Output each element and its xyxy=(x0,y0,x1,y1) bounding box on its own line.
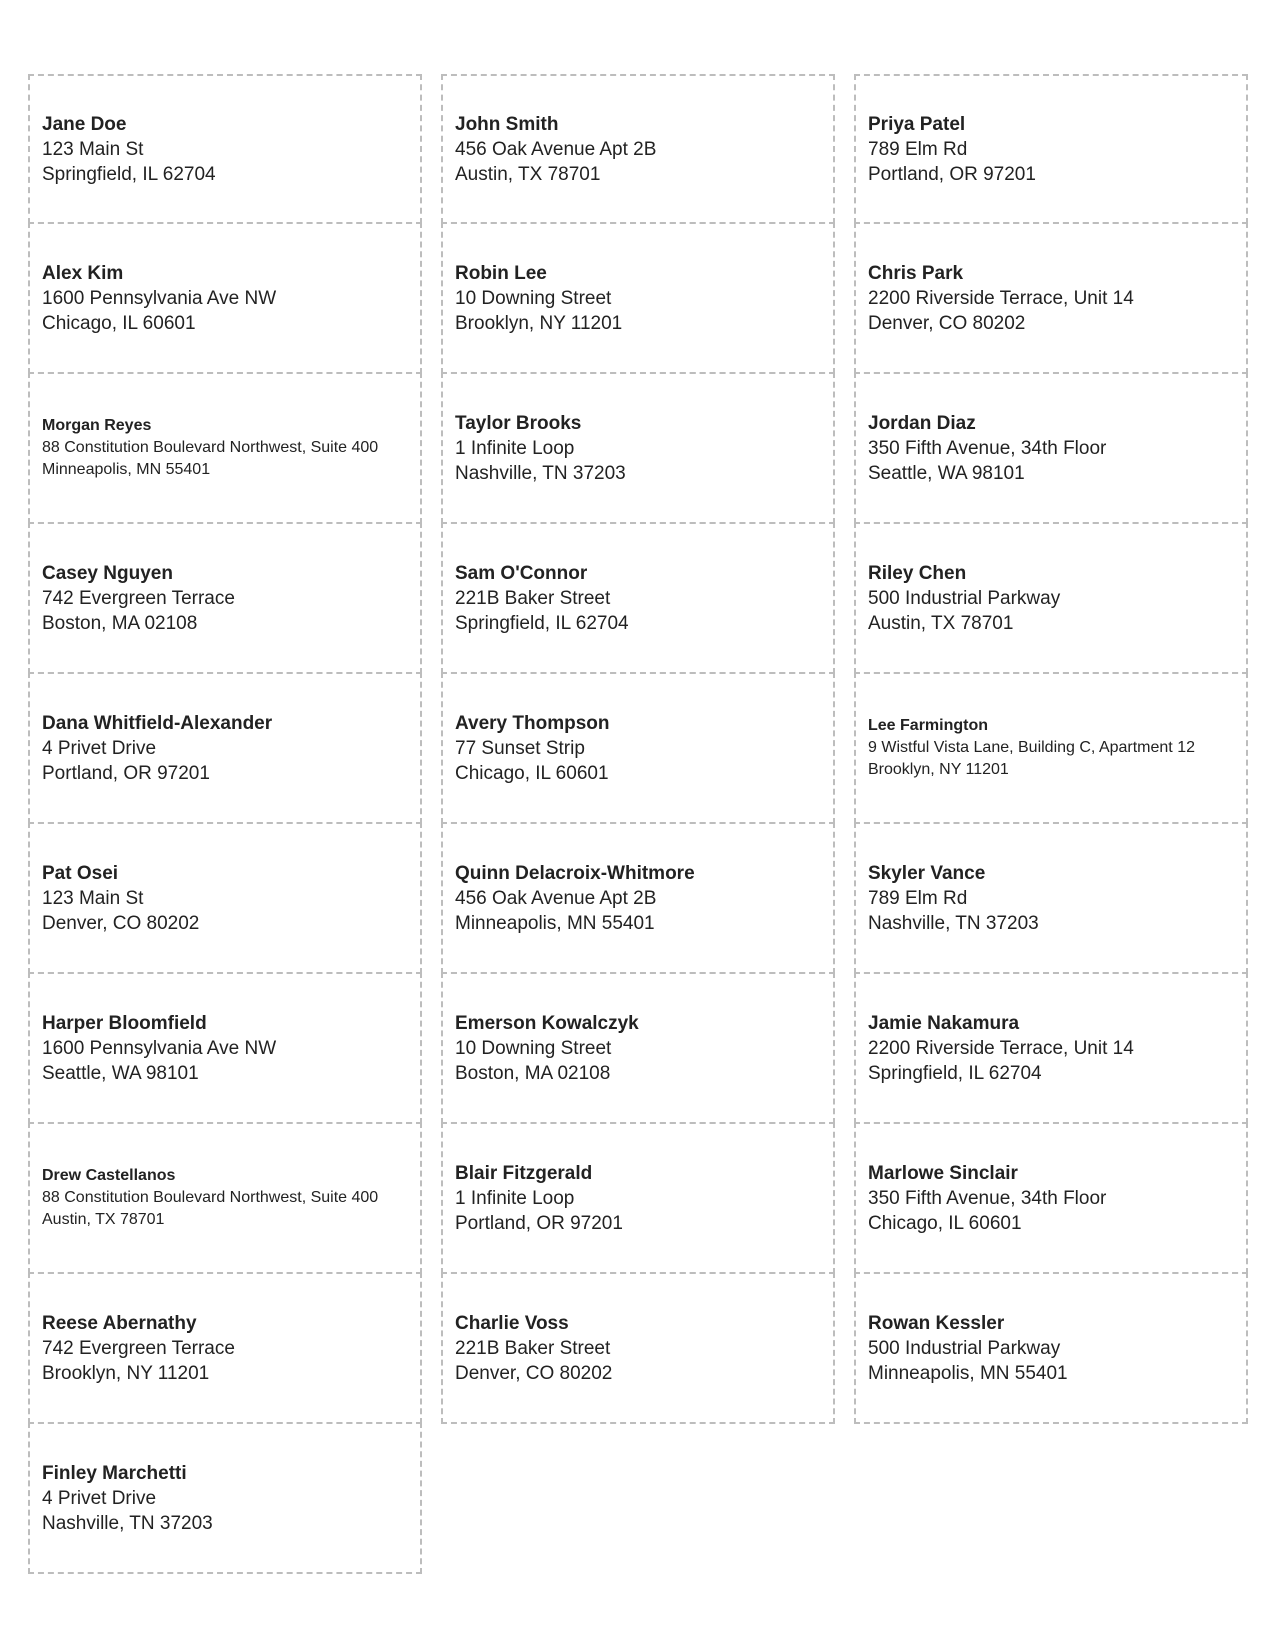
recipient-name: Riley Chen xyxy=(868,562,967,584)
recipient-name: Pat Osei xyxy=(42,862,119,884)
address-label xyxy=(28,222,422,374)
address-label xyxy=(441,372,835,524)
recipient-name: Alex Kim xyxy=(42,262,124,284)
recipient-name: Chris Park xyxy=(868,262,964,284)
city-state-zip: Nashville, TN 37203 xyxy=(455,462,626,484)
address-label xyxy=(28,972,422,1124)
city-state-zip: Austin, TX 78701 xyxy=(42,1211,165,1228)
address-label xyxy=(28,372,422,524)
city-state-zip: Minneapolis, MN 55401 xyxy=(868,1362,1068,1384)
city-state-zip: Springfield, IL 62704 xyxy=(42,163,216,185)
city-state-zip: Austin, TX 78701 xyxy=(868,612,1014,634)
recipient-name: Rowan Kessler xyxy=(868,1312,1005,1334)
street-address: 456 Oak Avenue Apt 2B xyxy=(455,138,657,160)
street-address: 456 Oak Avenue Apt 2B xyxy=(455,887,657,909)
recipient-name: Quinn Delacroix-Whitmore xyxy=(455,862,695,884)
recipient-name: Casey Nguyen xyxy=(42,562,173,584)
city-state-zip: Boston, MA 02108 xyxy=(455,1062,611,1084)
street-address: 4 Privet Drive xyxy=(42,1487,157,1509)
address-label xyxy=(441,522,835,674)
city-state-zip: Chicago, IL 60601 xyxy=(42,312,196,334)
recipient-name: Jordan Diaz xyxy=(868,412,976,434)
address-label xyxy=(441,222,835,374)
city-state-zip: Chicago, IL 60601 xyxy=(455,762,609,784)
street-address: 2200 Riverside Terrace, Unit 14 xyxy=(868,287,1134,309)
address-label xyxy=(854,1272,1248,1424)
street-address: 9 Wistful Vista Lane, Building C, Apartment 12 xyxy=(868,739,1195,756)
city-state-zip: Minneapolis, MN 55401 xyxy=(42,461,211,478)
street-address: 350 Fifth Avenue, 34th Floor xyxy=(868,437,1107,459)
city-state-zip: Austin, TX 78701 xyxy=(455,163,601,185)
street-address: 10 Downing Street xyxy=(455,1037,612,1059)
city-state-zip: Springfield, IL 62704 xyxy=(455,612,629,634)
address-label xyxy=(441,822,835,974)
recipient-name: Harper Bloomfield xyxy=(42,1012,207,1034)
address-label xyxy=(854,222,1248,374)
city-state-zip: Seattle, WA 98101 xyxy=(868,462,1025,484)
street-address: 1600 Pennsylvania Ave NW xyxy=(42,287,277,309)
recipient-name: Blair Fitzgerald xyxy=(455,1162,593,1184)
address-label xyxy=(28,822,422,974)
address-label xyxy=(854,372,1248,524)
city-state-zip: Minneapolis, MN 55401 xyxy=(455,912,655,934)
city-state-zip: Brooklyn, NY 11201 xyxy=(455,312,623,334)
city-state-zip: Portland, OR 97201 xyxy=(868,163,1036,185)
address-label xyxy=(854,1122,1248,1274)
city-state-zip: Nashville, TN 37203 xyxy=(868,912,1039,934)
city-state-zip: Denver, CO 80202 xyxy=(455,1362,613,1384)
city-state-zip: Springfield, IL 62704 xyxy=(868,1062,1042,1084)
recipient-name: Robin Lee xyxy=(455,262,547,284)
address-label xyxy=(28,672,422,824)
address-label xyxy=(441,1272,835,1424)
recipient-name: Marlowe Sinclair xyxy=(868,1162,1018,1184)
address-label xyxy=(441,74,835,224)
street-address: 742 Evergreen Terrace xyxy=(42,1337,235,1359)
city-state-zip: Denver, CO 80202 xyxy=(42,912,200,934)
street-address: 4 Privet Drive xyxy=(42,737,157,759)
address-label xyxy=(854,672,1248,824)
address-label xyxy=(854,972,1248,1124)
recipient-name: Taylor Brooks xyxy=(455,412,582,434)
address-label xyxy=(28,74,422,224)
city-state-zip: Brooklyn, NY 11201 xyxy=(42,1362,210,1384)
street-address: 1 Infinite Loop xyxy=(455,1187,575,1209)
street-address: 500 Industrial Parkway xyxy=(868,1337,1061,1359)
recipient-name: Charlie Voss xyxy=(455,1312,569,1334)
address-label xyxy=(854,822,1248,974)
street-address: 789 Elm Rd xyxy=(868,887,968,909)
recipient-name: Reese Abernathy xyxy=(42,1312,197,1334)
address-label xyxy=(854,522,1248,674)
city-state-zip: Nashville, TN 37203 xyxy=(42,1512,213,1534)
recipient-name: Dana Whitfield-Alexander xyxy=(42,712,273,734)
street-address: 10 Downing Street xyxy=(455,287,612,309)
recipient-name: John Smith xyxy=(455,113,559,135)
city-state-zip: Portland, OR 97201 xyxy=(455,1212,623,1234)
city-state-zip: Chicago, IL 60601 xyxy=(868,1212,1022,1234)
address-label xyxy=(28,1272,422,1424)
recipient-name: Finley Marchetti xyxy=(42,1462,187,1484)
recipient-name: Drew Castellanos xyxy=(42,1167,176,1184)
recipient-name: Lee Farmington xyxy=(868,717,989,734)
street-address: 350 Fifth Avenue, 34th Floor xyxy=(868,1187,1107,1209)
recipient-name: Morgan Reyes xyxy=(42,417,152,434)
address-label xyxy=(28,1122,422,1274)
street-address: 500 Industrial Parkway xyxy=(868,587,1061,609)
city-state-zip: Denver, CO 80202 xyxy=(868,312,1026,334)
address-label xyxy=(854,74,1248,224)
recipient-name: Emerson Kowalczyk xyxy=(455,1012,639,1034)
address-label xyxy=(28,522,422,674)
recipient-name: Jane Doe xyxy=(42,113,127,135)
recipient-name: Avery Thompson xyxy=(455,712,610,734)
street-address: 1 Infinite Loop xyxy=(455,437,575,459)
recipient-name: Jamie Nakamura xyxy=(868,1012,1020,1034)
street-address: 1600 Pennsylvania Ave NW xyxy=(42,1037,277,1059)
city-state-zip: Brooklyn, NY 11201 xyxy=(868,761,1009,778)
city-state-zip: Boston, MA 02108 xyxy=(42,612,198,634)
street-address: 123 Main St xyxy=(42,887,144,909)
street-address: 789 Elm Rd xyxy=(868,138,968,160)
street-address: 88 Constitution Boulevard Northwest, Suite 400 xyxy=(42,439,379,456)
address-label xyxy=(441,1122,835,1274)
street-address: 2200 Riverside Terrace, Unit 14 xyxy=(868,1037,1134,1059)
street-address: 221B Baker Street xyxy=(455,1337,611,1359)
address-label-sheet xyxy=(28,74,1248,1574)
street-address: 221B Baker Street xyxy=(455,587,611,609)
street-address: 77 Sunset Strip xyxy=(455,737,585,759)
city-state-zip: Seattle, WA 98101 xyxy=(42,1062,199,1084)
street-address: 123 Main St xyxy=(42,138,144,160)
city-state-zip: Portland, OR 97201 xyxy=(42,762,210,784)
recipient-name: Skyler Vance xyxy=(868,862,986,884)
address-label xyxy=(441,672,835,824)
address-label xyxy=(441,972,835,1124)
address-label xyxy=(28,1422,422,1574)
street-address: 742 Evergreen Terrace xyxy=(42,587,235,609)
recipient-name: Priya Patel xyxy=(868,113,966,135)
recipient-name: Sam O'Connor xyxy=(455,562,588,584)
street-address: 88 Constitution Boulevard Northwest, Suite 400 xyxy=(42,1189,379,1206)
